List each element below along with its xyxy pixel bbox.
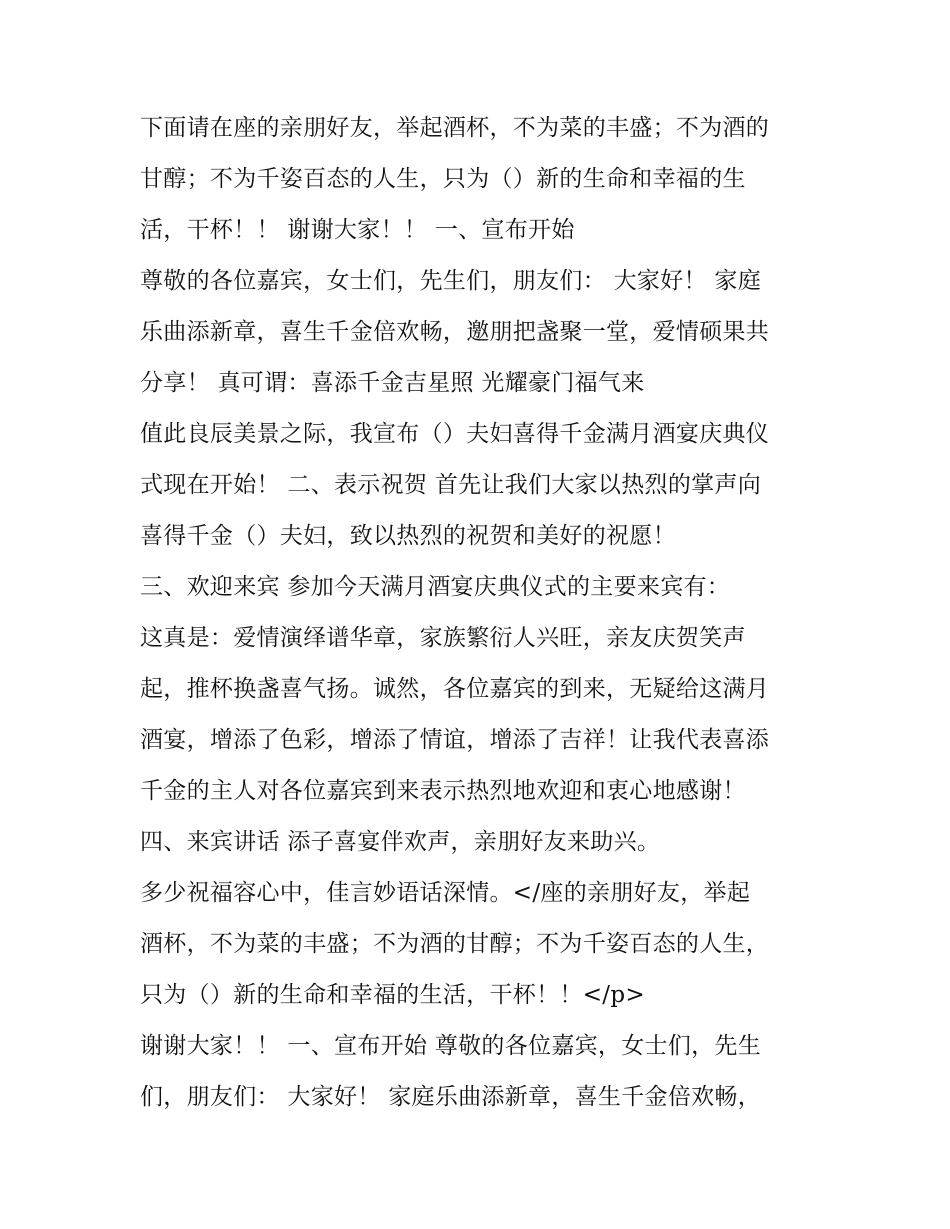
document-body <box>140 103 830 1123</box>
text-line: 分享！ 真可谓：喜添千金吉星照 光耀豪门福气来 <box>140 370 645 396</box>
text-line: 酒宴，增添了色彩，增添了情谊，增添了吉祥！让我代表喜添 <box>140 727 770 753</box>
text-line: 多少祝福容心中，佳言妙语话深情。</座的亲朋好友，举起 <box>140 880 751 906</box>
text-line: 喜得千金（）夫妇，致以热烈的祝贺和美好的祝愿！ <box>140 523 676 549</box>
text-line: 三、欢迎来宾 参加今天满月酒宴庆典仪式的主要来宾有： <box>140 574 731 600</box>
text-line: 式现在开始！ 二、表示祝贺 首先让我们大家以热烈的掌声向 <box>140 472 762 498</box>
text-line: 千金的主人对各位嘉宾到来表示热烈地欢迎和衷心地感谢！ <box>140 778 746 804</box>
text-line: 谢谢大家！！ 一、宣布开始 尊敬的各位嘉宾，女士们，先生 <box>140 1033 762 1059</box>
text-line: 们，朋友们： 大家好！ 家庭乐曲添新章，喜生千金倍欢畅， <box>140 1084 762 1110</box>
text-line: 只为（）新的生命和幸福的生活，干杯！！</p> <box>140 982 645 1008</box>
text-line: 活，干杯！！ 谢谢大家！！ 一、宣布开始 <box>140 217 575 243</box>
text-line: 乐曲添新章，喜生千金倍欢畅，邀朋把盏聚一堂，爱情硕果共 <box>140 319 770 345</box>
text-line: 甘醇；不为千姿百态的人生，只为（）新的生命和幸福的生 <box>140 166 746 192</box>
text-line: 起，推杯换盏喜气扬。诚然，各位嘉宾的到来，无疑给这满月 <box>140 676 770 702</box>
text-line: 尊敬的各位嘉宾，女士们，先生们，朋友们： 大家好！ 家庭 <box>140 268 762 294</box>
text-line: 这真是：爱情演绎谱华章，家族繁衍人兴旺，亲友庆贺笑声 <box>140 625 746 651</box>
text-line: 值此良辰美景之际，我宣布（）夫妇喜得千金满月酒宴庆典仪 <box>140 421 770 447</box>
text-line: 酒杯，不为菜的丰盛；不为酒的甘醇；不为千姿百态的人生， <box>140 931 770 957</box>
text-line: 四、来宾讲话 添子喜宴伴欢声，亲朋好友来助兴。 <box>140 829 661 855</box>
text-line: 下面请在座的亲朋好友，举起酒杯，不为菜的丰盛；不为酒的 <box>140 115 770 141</box>
